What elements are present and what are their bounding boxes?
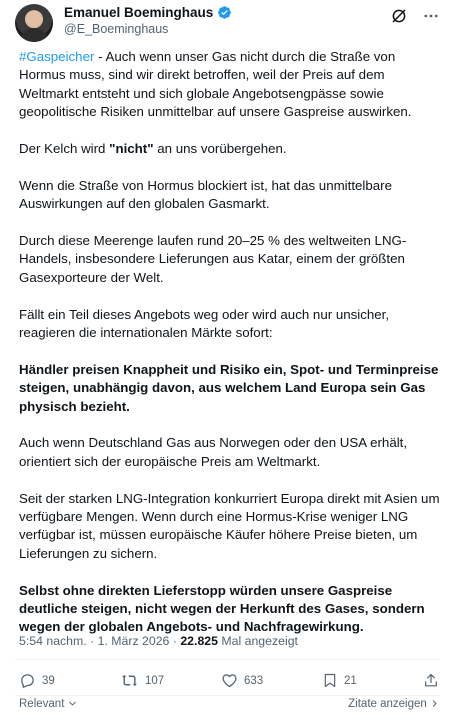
tweet-time[interactable]: 5:54 nachm. [19,634,87,648]
paragraph-7: Auch wenn Deutschland Gas aus Norwegen oder den USA erhält, orientiert sich der europäische Preis am Weltmarkt. [19,435,408,469]
heart-icon [221,672,238,689]
reply-button[interactable] [19,672,55,689]
paragraph-8: Seit der starken LNG-Integration konkurriert Europa direkt mit Asien um verfügbare Mengen. Wenn durch eine Hormus-Krise weniger LNG verfügbar ist, müssen europäische Käufer höhere Preise bieten, um Lieferungen zu sichern. [19,490,440,561]
reply-count: 39 [42,674,55,687]
paragraph-2-text-b: an uns vorübergehen. [153,141,287,157]
paragraph-1 [19,48,444,122]
meta-separator: · [86,634,98,648]
repost-button[interactable] [120,672,164,689]
share-icon [423,672,439,689]
more-options-icon[interactable] [422,7,440,25]
tweet-meta [19,634,298,648]
tweet-header [15,4,440,42]
bookmark-button[interactable] [322,672,357,689]
chevron-down-icon [68,699,77,708]
share-button[interactable] [423,672,439,689]
bookmark-count: 21 [344,674,357,687]
views-label: Mal angezeigt [217,634,298,648]
sort-relevance-dropdown[interactable] [19,698,77,710]
paragraph-2 [19,140,444,158]
paragraph-5: Fällt ein Teil dieses Angebots weg oder wird auch nur unsicher, reagieren die internationalen Märkte sofort: [19,306,390,341]
paragraph-2-bold: "nicht" [109,141,154,157]
author-name[interactable]: Emanuel Boeminghaus [64,5,214,20]
sort-label: Relevant [19,698,65,710]
verified-badge-icon [217,5,232,20]
grok-icon[interactable] [390,7,408,25]
repost-count: 107 [145,674,165,687]
tweet-date[interactable]: 1. März 2026 [97,634,170,648]
paragraph-6: Händler preisen Knappheit und Risiko ein, Spot- und Terminpreise steigen, unabhängig davon, aus welchem Land Europa sein Gas physisch bezieht. [19,361,439,414]
hashtag-link[interactable]: #Gaspeicher [19,49,95,64]
header-actions [390,7,440,25]
paragraph-1-text: - Auch wenn unser Gas nicht durch die Straße von Hormus muss, sind wir direkt betroffen, weil der Preis auf dem Weltmarkt entsteht und sich globale Angebotsengpässe sowie geopolitische Risiken unmittelbar auf unsere Gaspreise auswirken. [19,49,412,120]
like-count: 633 [244,674,264,687]
paragraph-9: Selbst ohne direkten Lieferstopp würden unsere Gaspreise deutliche steigen, nicht wegen der Herkunft des Gases, sondern wegen der globalen Angebots- und Nachfragewirkung. [19,582,425,635]
divider-top [15,659,440,660]
chevron-right-icon [430,699,439,708]
author-block [64,5,232,36]
repost-icon [120,672,139,689]
bookmark-icon [322,672,338,689]
quotes-label: Zitate anzeigen [348,698,427,710]
views-count: 22.825 [180,634,218,648]
paragraph-2-text-a: Der Kelch wird [19,141,110,157]
reply-icon [19,672,36,689]
action-bar [19,672,439,692]
view-quotes-link[interactable] [348,698,439,710]
paragraph-4: Durch diese Meerenge laufen rund 20–25 % des weltweiten LNG-Handels, insbesondere Lieferungen aus Katar, einem der größten Gasexporteure der Welt. [19,233,407,285]
like-button[interactable] [221,672,263,689]
paragraph-3: Wenn die Straße von Hormus blockiert ist, hat das unmittelbare Auswirkungen auf den globalen Gasmarkt. [19,177,392,212]
divider-bottom [15,695,440,696]
meta-separator-2: · [169,634,181,648]
tweet-text [19,48,444,655]
author-handle[interactable]: @E_Boeminghaus [64,22,169,36]
avatar[interactable] [15,4,53,42]
